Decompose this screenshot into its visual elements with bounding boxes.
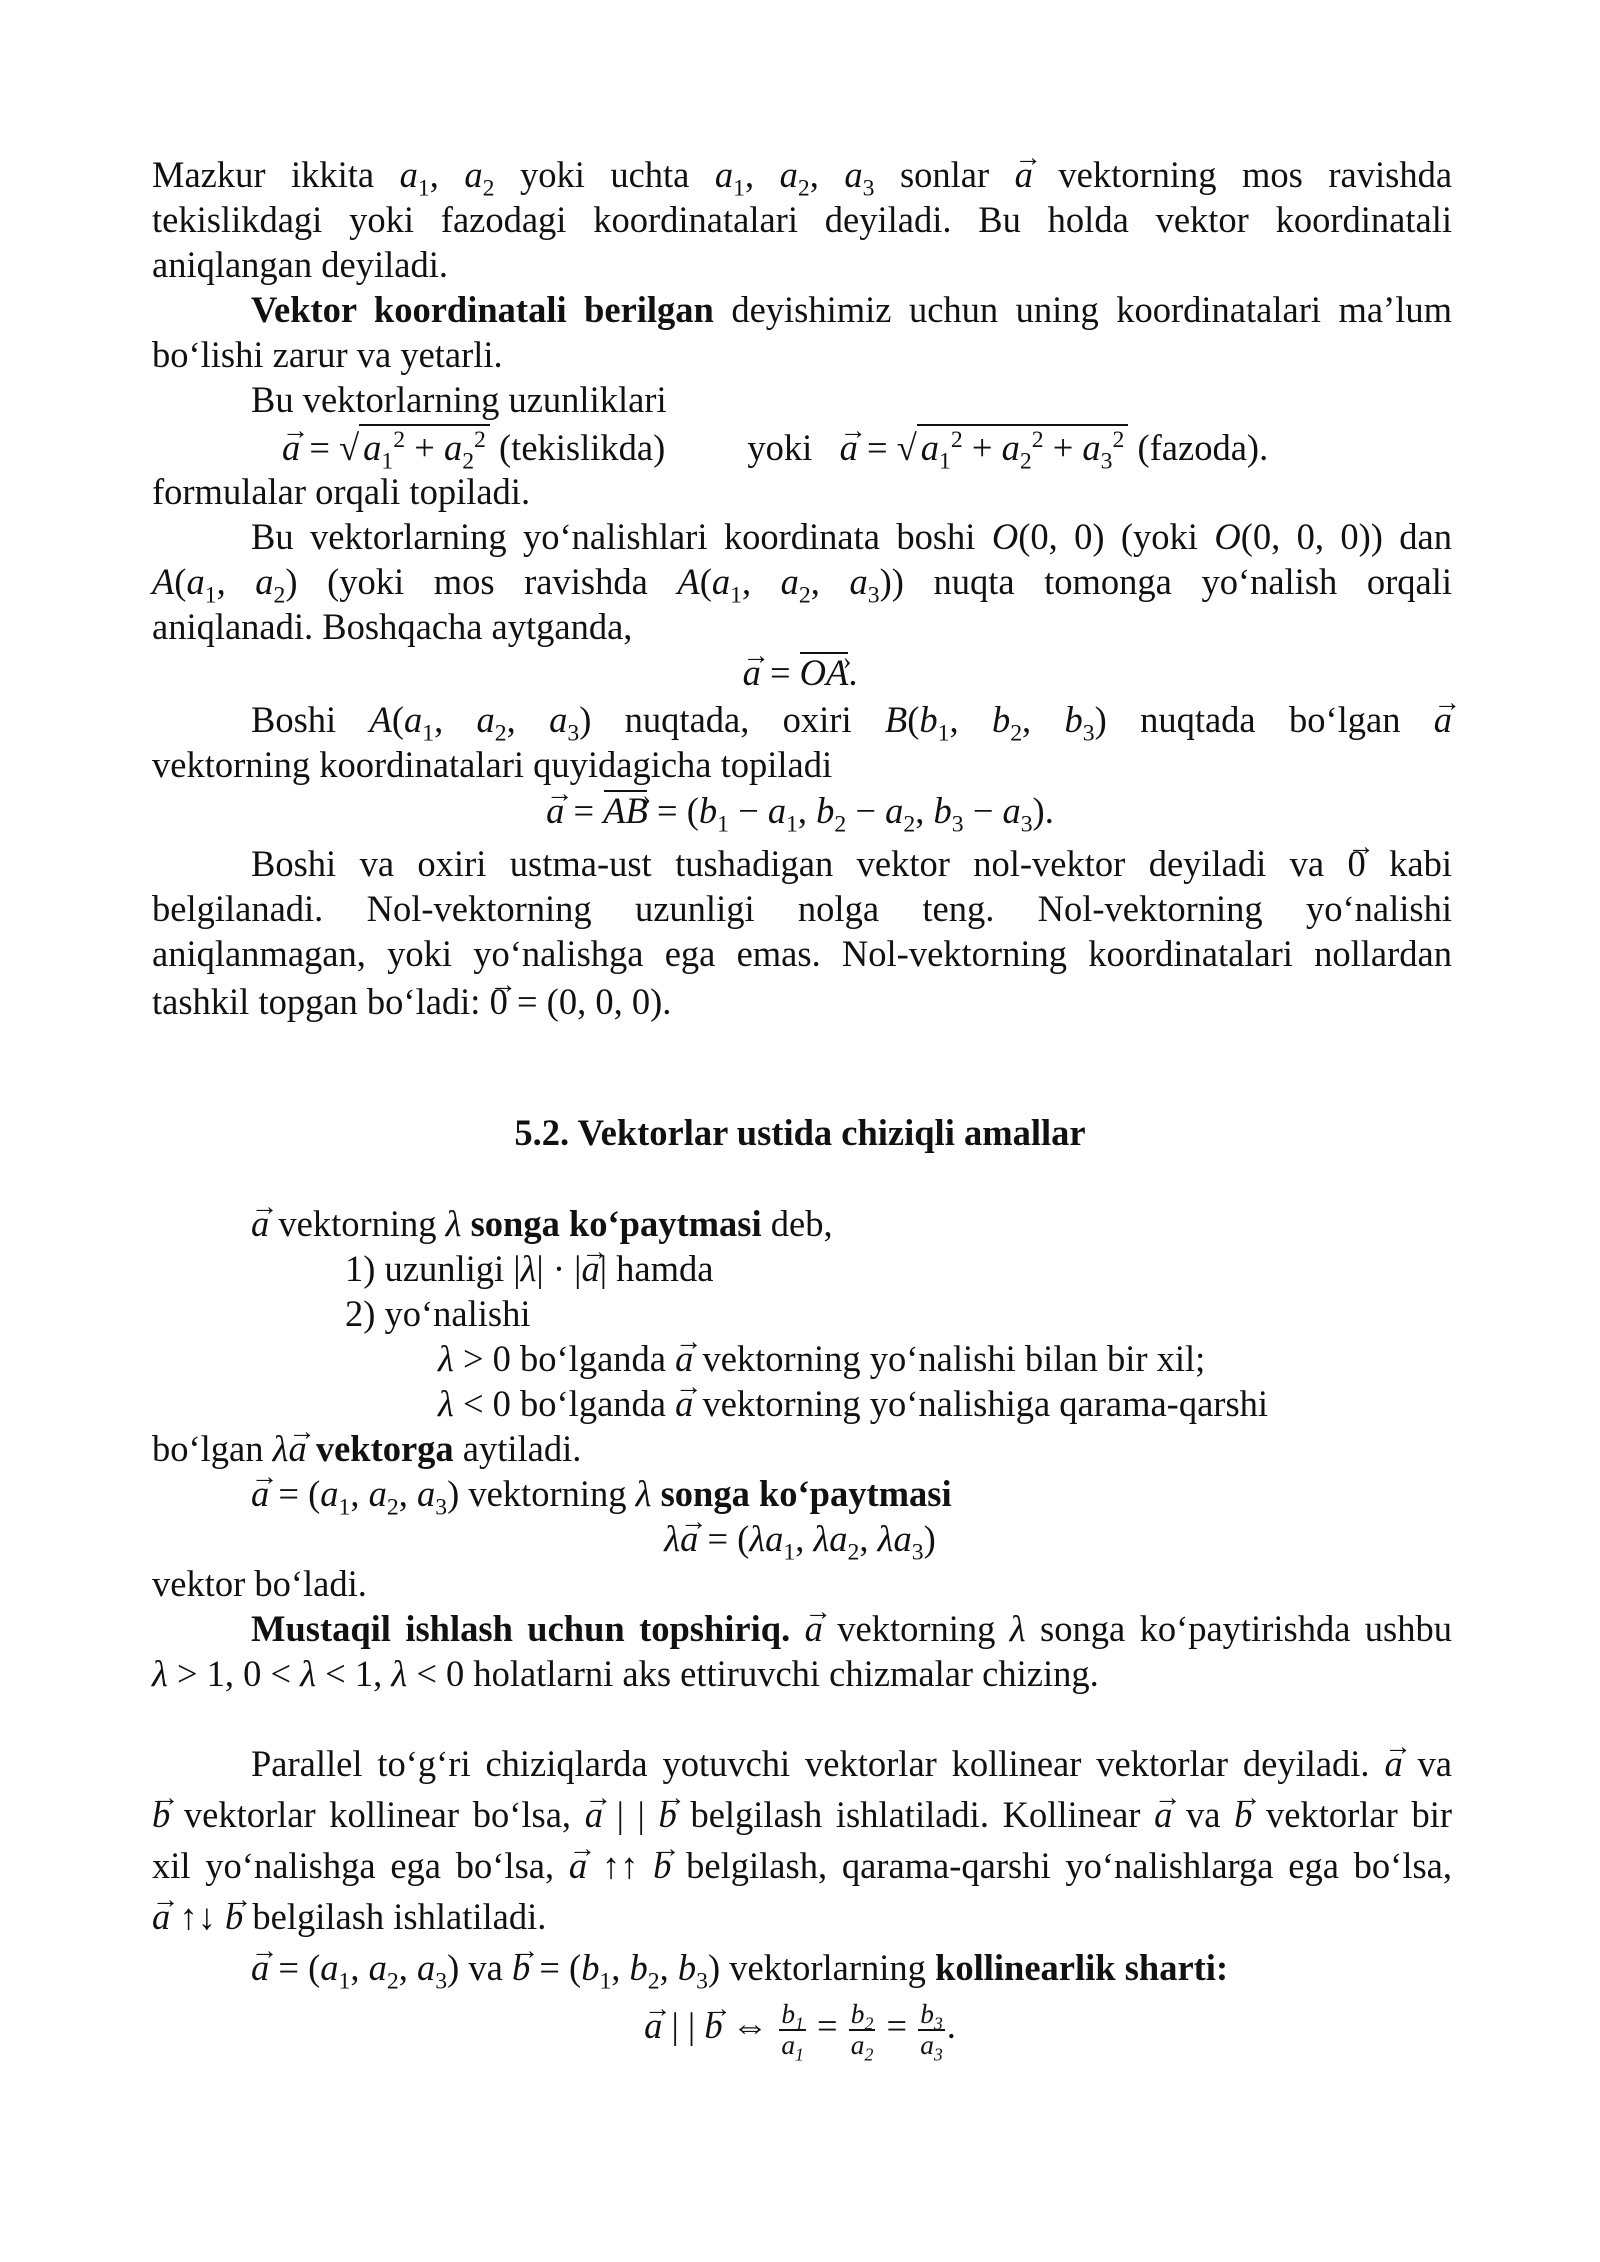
term-songa-kopaytmasi-2: songa ko‘paytmasi [660, 1473, 952, 1514]
formula-length: → a = √ $a_1^2 + a_2^2$ (tekislikda) yoki → a = √ $a_1^2 + a_2^2 + a_3^2$ (fazoda). [282, 424, 1582, 470]
text-line: 1) uzunligi |λ| · |→ a| hamda [345, 1246, 1600, 1291]
formula-lambda: $\lambda\to a = (\lambda a_1$, $\lambda a_2$, $\lambda a_3$) [0, 1516, 1600, 1561]
text-line: → a ↑↓ → b belgilash ishlatiladi. [152, 1894, 1452, 1939]
formula-collinear: → a | | → b ⇔ $\frac{b_1}{a_1}$ = $\frac{b_2}{a_2}$ = $\frac{b_3}{a_3}$ . [0, 2000, 1600, 2059]
formula-ab: → a = AB › = ($b_1 - a_1$, $b_2 - a_2$, $b_3 - a_3$). [0, 788, 1600, 833]
term-vektor-koordinatali: Vektor koordinatali berilgan [251, 289, 714, 330]
text-line: Mustaqil ishlash uchun topshiriq. → a vektorning λ songa ko‘paytirishda ushbu [251, 1606, 1452, 1651]
text-line: → b vektorlar kollinear bo‘lsa, → a | | → b belgilash ishlatiladi. Kollinear → a va → b vektorlar bir [152, 1792, 1452, 1837]
text-line: Vektor koordinatali berilgan deyishimiz uchun uning koordinatalari ma’lum [251, 289, 1452, 330]
text-line: aniqlangan deyiladi. [152, 244, 448, 285]
text-line: tashkil topgan bo‘ladi: → 0 = (0, 0, 0). [152, 979, 1452, 1024]
text-line: → $a = (a_1$, $a_2$, $a_3$) va → $b = (b_1$, $b_2$, $b_3$) vektorlarning kollinearlik sharti: [251, 1945, 1551, 1990]
term-kollinearlik: kollinearlik sharti: [935, 1947, 1229, 1988]
text-line: xil yo‘nalishga ega bo‘lsa, → a ↑↑ → b belgilash, qarama-qarshi yo‘nalishlarga ega bo‘lsa, [152, 1843, 1452, 1888]
term-mustaqil: Mustaqil ishlash uchun topshiriq. [251, 1608, 791, 1649]
text-line: bo‘lishi zarur va yetarli. [152, 334, 503, 375]
text-line: vektor bo‘ladi. [152, 1563, 367, 1604]
text-line: formulalar orqali topiladi. [152, 471, 531, 512]
text-line: belgilanadi. Nol-vektorning uzunligi nolga teng. Nol-vektorning yo‘nalishi [152, 888, 1452, 929]
text-line: bo‘lgan λ→ a vektorga aytiladi. [152, 1426, 1452, 1471]
term-songa-kopaytmasi: songa ko‘paytmasi [470, 1203, 762, 1244]
text-line: tekislikdagi yoki fazodagi koordinatalari deyiladi. Bu holda vektor koordinatali [152, 199, 1452, 240]
text-line: $A(a_1$, $a_2$) (yoki mos ravishda $A(a_1$, $a_2$, $a_3$)) nuqta tomonga yo‘nalish orqali [152, 561, 1452, 609]
term-vektorga: vektorga [315, 1428, 454, 1469]
formula-oa: → a = OA ›. [0, 650, 1600, 695]
text-line: 2) yo‘nalishi [345, 1293, 531, 1334]
text-line: Boshi $A(a_1$, $a_2$, $a_3$) nuqtada, oxiri $B(b_1$, $b_2$, $b_3$) nuqtada bo‘lgan → a [251, 697, 1452, 742]
text-line: λ > 1, 0 < λ < 1, λ < 0 holatlarni aks ettiruvchi chizmalar chizing. [152, 1653, 1099, 1694]
text-line: aniqlanadi. Boshqacha aytganda, [152, 606, 633, 647]
text-line: aniqlanmagan, yoki yo‘nalishga ega emas. Nol-vektorning koordinatalari nollardan [152, 933, 1452, 974]
text-line: Mazkur ikkita $a_1$, $a_2$ yoki uchta $a_1$, $a_2$, $a_3$ sonlar → a vektorning mos ravishda [152, 152, 1452, 197]
text-line: Parallel to‘g‘ri chiziqlarda yotuvchi vektorlar kollinear vektorlar deyiladi. → a va [251, 1741, 1452, 1786]
text-line: Bu vektorlarning yo‘nalishlari koordinata boshi O(0, 0) (yoki O(0, 0, 0)) dan [251, 516, 1453, 557]
text-line: Boshi va oxiri ustma-ust tushadigan vektor nol-vektor deyiladi va → 0 kabi [251, 841, 1452, 886]
text-line: vektorning koordinatalari quyidagicha topiladi [152, 744, 833, 785]
text-line: → a vektorning λ songa ko‘paytmasi deb, [251, 1201, 1551, 1246]
text-line: → $a = (a_1$, $a_2$, $a_3$) vektorning λ songa ko‘paytmasi [251, 1471, 1551, 1516]
text-line: Bu vektorlarning uzunliklari [251, 379, 667, 420]
text-line: λ < 0 bo‘lganda → a vektorning yo‘nalishiga qarama-qarshi [438, 1381, 1600, 1426]
section-heading: 5.2. Vektorlar ustida chiziqli amallar [514, 1112, 1086, 1153]
text-line: λ > 0 bo‘lganda → a vektorning yo‘nalishi bilan bir xil; [438, 1336, 1600, 1381]
